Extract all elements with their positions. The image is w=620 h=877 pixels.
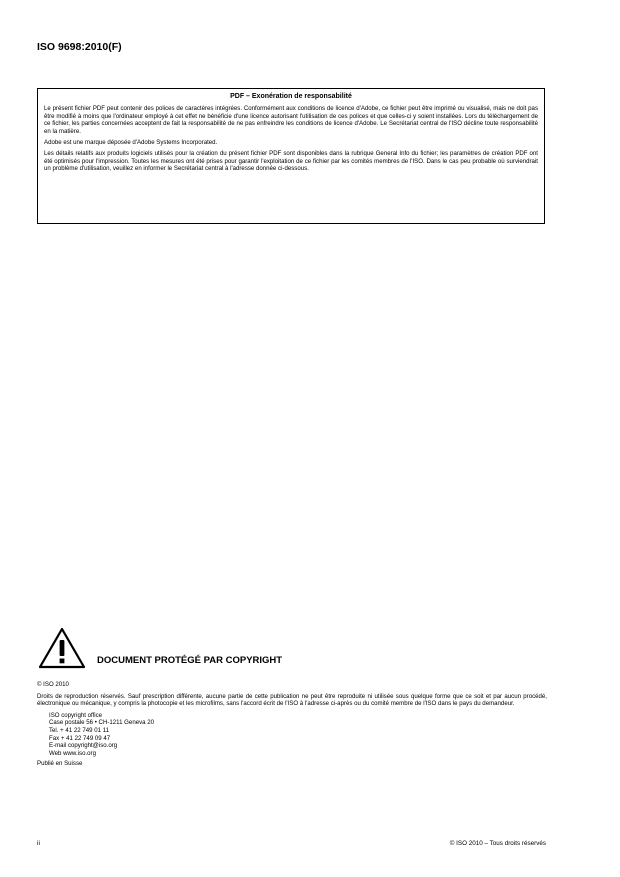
pdf-disclaimer-box xyxy=(37,88,545,224)
disclaimer-paragraph-3: Les détails relatifs aux produits logiciels utilisés pour la création du présent fichier PDF sont disponibles dans la rubrique General Info du fichier; les paramètres de création PDF ont été optimisés pour l'impression. Toutes les mesures ont été prises pour garantir l'exploitation de ce fichier par les comités membres de l'ISO. Dans le cas peu probable où surviendrait un problème d'utilisation, veuillez en informer le Secrétariat central à l'adresse donnée ci-dessous. xyxy=(44,150,538,173)
document-code: ISO 9698:2010(F) xyxy=(37,41,122,53)
copyright-text: Droits de reproduction réservés. Sauf prescription différente, aucune partie de cette publication ne peut être reproduite ni utilisée sous quelque forme que ce soit et par aucun procédé, électronique ou mécanique, y compris la photocopie et les microfilms, sans l'accord écrit de l'ISO à l'adresse ci-après ou du comité membre de l'ISO dans le pays du demandeur. xyxy=(37,692,547,708)
page-number: ii xyxy=(37,840,40,847)
footer-rights: © ISO 2010 – Tous droits réservés xyxy=(449,840,546,847)
address-line: Fax + 41 22 749 09 47 xyxy=(49,734,111,742)
address-line: ISO copyright office xyxy=(49,711,103,719)
disclaimer-paragraph-1: Le présent fichier PDF peut contenir des polices de caractères intégrées. Conformément aux conditions de licence d'Adobe, ce fichier peut être imprimé ou visualisé, mais ne doit pas être modifié à moins que l'ordinateur employé à cet effet ne bénéficie d'une licence autorisant l'utilisation de ces polices et que celles-ci y soient installées. Lors du téléchargement de ce fichier, les parties concernées acceptent de fait la responsabilité de ne pas enfreindre les conditions de licence d'Adobe. Le Secrétariat central de l'ISO décline toute responsabilité en la matière. xyxy=(44,105,538,135)
published-in: Publié en Suisse xyxy=(37,760,83,768)
copyright-heading: DOCUMENT PROTÉGÉ PAR COPYRIGHT xyxy=(97,655,283,666)
copyright-line: © ISO 2010 xyxy=(37,681,69,688)
iso-address xyxy=(49,712,547,758)
disclaimer-paragraph-2: Adobe est une marque déposée d'Adobe Systems Incorporated. xyxy=(44,139,218,147)
address-line: Tel. + 41 22 749 01 11 xyxy=(49,726,110,734)
disclaimer-title: PDF – Exonération de responsabilité xyxy=(230,93,352,100)
address-line: Web www.iso.org xyxy=(49,749,96,757)
address-line: E-mail copyright@iso.org xyxy=(49,742,118,750)
address-line: Case postale 56 • CH-1211 Geneva 20 xyxy=(49,719,155,727)
warning-triangle-icon xyxy=(37,626,87,670)
copyright-block xyxy=(37,681,547,768)
